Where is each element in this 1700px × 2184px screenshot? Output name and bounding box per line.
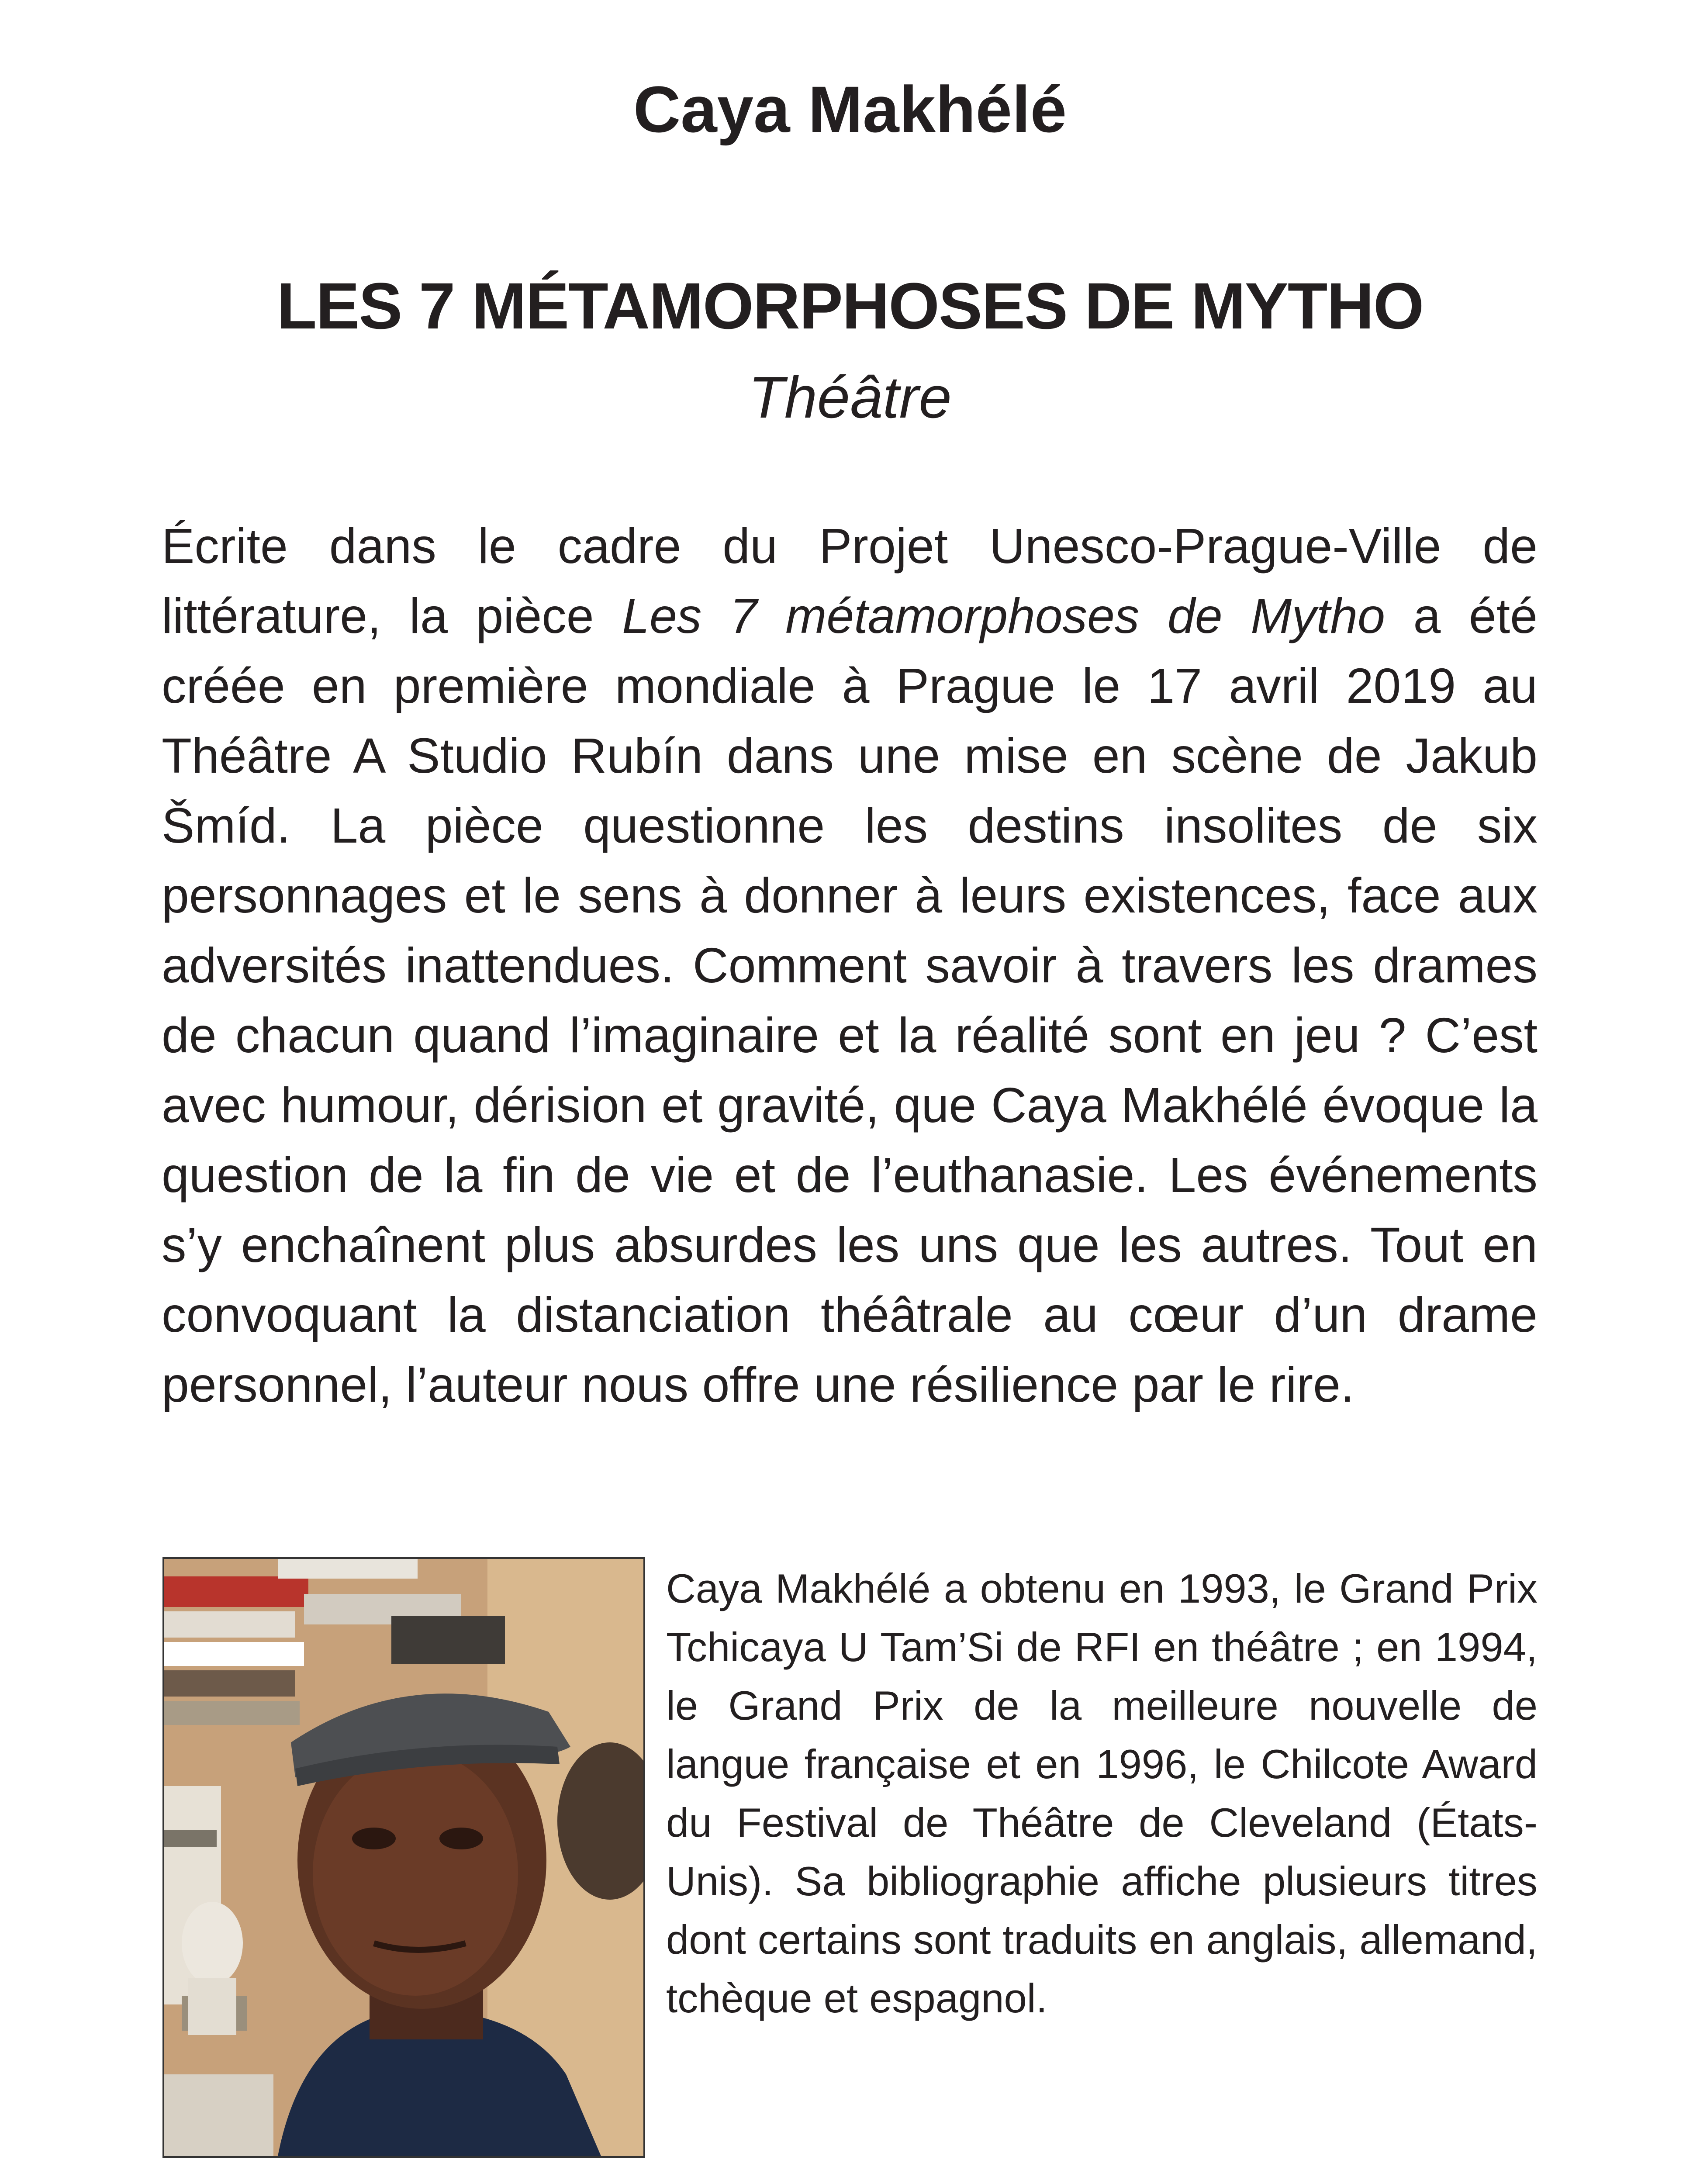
author-portrait-image xyxy=(164,1559,643,2156)
author-name: Caya Makhélé xyxy=(633,73,1067,146)
description-part2: a été créée en première mondiale à Prague le 17 avril 2019 au Théâtre A Studio Rubín dans une mise en scène de Jakub Šmíd. La pièce questionne les destins insolites de six personnages et le sens à donner à leurs existences, face aux adversités inattendues. Comment savoir à travers les drames de chacun quand l’imaginaire et la réalité sont en jeu ? C’est avec humour, dérision et gravité, que Caya Makhélé évoque la question de la fin de vie et de l’euthanasie. Les événements s’y enchaînent plus absurdes les uns que les autres. Tout en convoquant la distanciation théâtrale au cœur d’un drame personnel, l’auteur nous offre une résilience par le rire. xyxy=(162,588,1538,1412)
author-bio: Caya Makhélé a obtenu en 1993, le Grand Prix Tchicaya U Tam’Si de RFI en théâtre ; en 1994, le Grand Prix de la meilleure nouvelle de langue française et en 1996, le Chilcote Award du Festival de Théâtre de Cleveland (États-Unis). Sa bibliographie affiche plusieurs titres dont certains sont traduits en anglais, allemand, tchèque et espagnol. xyxy=(666,1565,1538,2021)
description-italic-title: Les 7 métamorphoses de Mytho xyxy=(622,588,1385,643)
book-description xyxy=(162,511,1538,1420)
author-photo xyxy=(162,1557,645,2158)
description-part1: Écrite dans le cadre du Projet Unesco-Prague-Ville de littérature, la pièce xyxy=(162,518,1538,643)
book-genre: Théâtre xyxy=(748,364,952,430)
book-title: LES 7 MÉTAMORPHOSES DE MYTHO xyxy=(276,269,1424,342)
